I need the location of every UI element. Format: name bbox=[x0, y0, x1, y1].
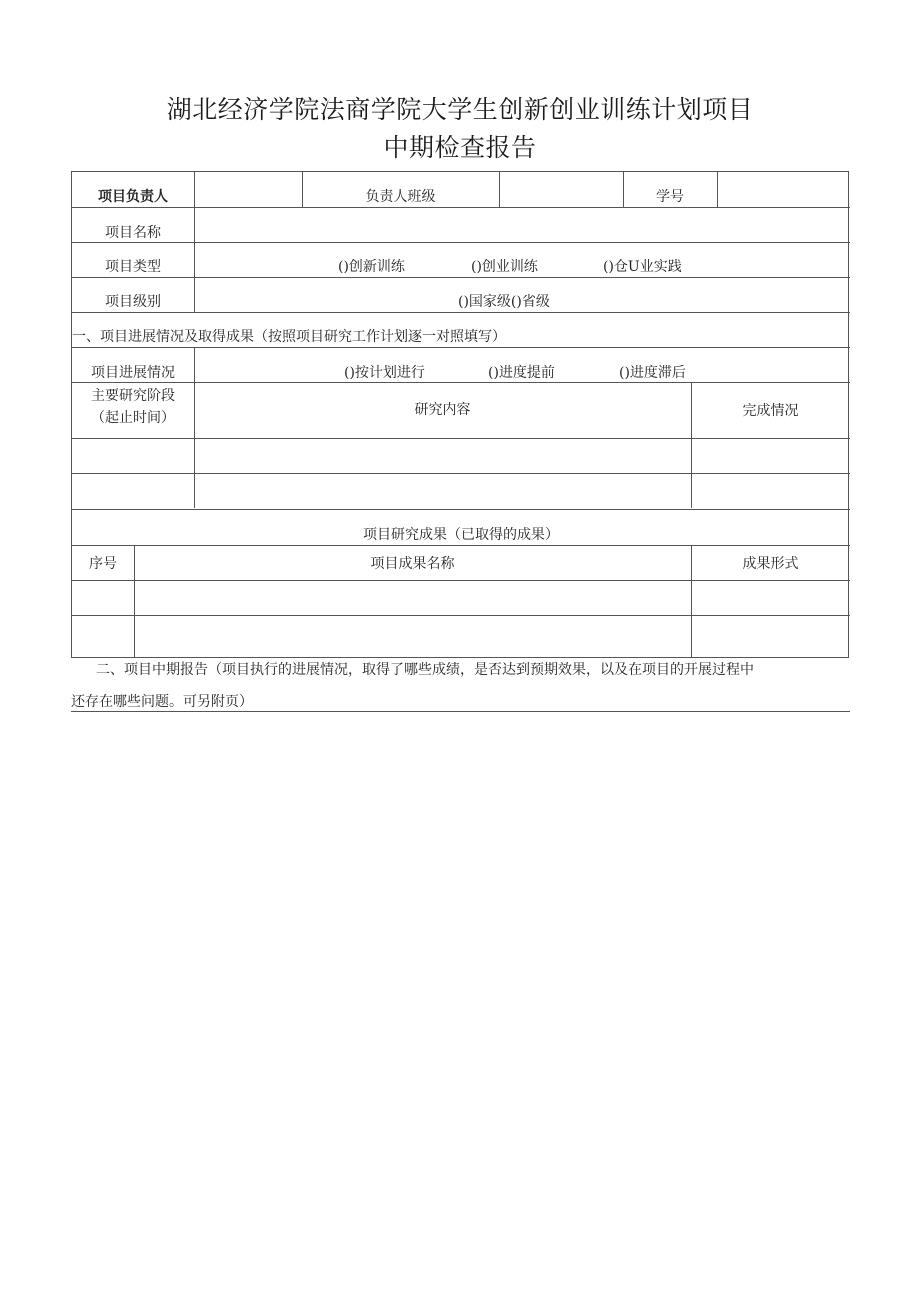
row-divider bbox=[72, 382, 850, 383]
seq-entry-1[interactable] bbox=[76, 589, 130, 605]
result-name-header: 项目成果名称 bbox=[370, 556, 455, 572]
project-name-label: 项目名称 bbox=[105, 225, 161, 241]
content-entry-2[interactable] bbox=[198, 483, 687, 499]
stage-entry-1[interactable] bbox=[76, 448, 190, 464]
type-option-entrepreneurship-training[interactable]: ()创业训练 bbox=[471, 259, 538, 275]
content-header: 研究内容 bbox=[414, 402, 471, 418]
results-heading: 项目研究成果（已取得的成果） bbox=[363, 527, 559, 543]
result-form-entry-1[interactable] bbox=[695, 589, 846, 605]
leader-label: 项目负责人 bbox=[98, 189, 168, 205]
completion-header: 完成情况 bbox=[742, 403, 799, 419]
row-divider bbox=[72, 473, 850, 474]
progress-option-behind[interactable]: ()进度滞后 bbox=[619, 365, 686, 381]
document-title-line1: 湖北经济学院法商学院大学生创新创业训练计划项目 bbox=[166, 95, 754, 124]
progress-option-on-schedule[interactable]: ()按计划进行 bbox=[344, 365, 425, 381]
result-name-entry-2[interactable] bbox=[138, 628, 687, 644]
type-option-innovation[interactable]: ()创新训练 bbox=[338, 259, 405, 275]
section2-underline bbox=[71, 711, 850, 712]
project-type-label: 项目类型 bbox=[105, 259, 161, 275]
class-label: 负责人班级 bbox=[365, 189, 436, 205]
report-form-table bbox=[71, 171, 849, 658]
result-name-entry-1[interactable] bbox=[138, 589, 687, 605]
level-options[interactable]: ()国家级()省级 bbox=[458, 294, 550, 310]
type-option-entrepreneurship-practice[interactable]: ()仓U业实践 bbox=[603, 259, 682, 275]
section2-line1: 二、项目中期报告（项目执行的进展情况，取得了哪些成绩，是否达到预期效果，以及在项目的开展过程中 bbox=[96, 662, 754, 678]
row-divider bbox=[72, 438, 850, 439]
seq-entry-2[interactable] bbox=[76, 628, 130, 644]
stage-entry-2[interactable] bbox=[76, 483, 190, 499]
row-divider bbox=[72, 242, 850, 243]
row-divider bbox=[72, 545, 850, 546]
row-divider bbox=[72, 347, 850, 348]
row-divider bbox=[72, 312, 850, 313]
column-divider bbox=[691, 382, 692, 508]
project-level-label: 项目级别 bbox=[105, 294, 161, 310]
progress-option-ahead[interactable]: ()进度提前 bbox=[488, 365, 555, 381]
column-divider bbox=[194, 382, 195, 508]
content-entry-1[interactable] bbox=[198, 448, 687, 464]
column-divider bbox=[194, 172, 195, 207]
completion-entry-1[interactable] bbox=[695, 448, 846, 464]
stage-header-line1: 主要研究阶段 bbox=[91, 388, 175, 404]
row-divider bbox=[72, 277, 850, 278]
row-divider bbox=[72, 207, 850, 208]
stage-header-line2: （起止时间） bbox=[91, 410, 175, 426]
student-id-label: 学号 bbox=[656, 189, 684, 205]
result-form-header: 成果形式 bbox=[742, 556, 799, 572]
column-divider bbox=[717, 172, 718, 207]
progress-label: 项目进展情况 bbox=[91, 365, 175, 381]
seq-header: 序号 bbox=[89, 556, 117, 572]
completion-entry-2[interactable] bbox=[695, 483, 846, 499]
column-divider bbox=[499, 172, 500, 207]
document-title-line2: 中期检查报告 bbox=[383, 133, 537, 162]
row-divider bbox=[72, 580, 850, 581]
section1-heading: 一、项目进展情况及取得成果（按照项目研究工作计划逐一对照填写） bbox=[72, 329, 506, 345]
row-divider bbox=[72, 509, 850, 510]
column-divider bbox=[194, 207, 195, 312]
section2-line2: 还存在哪些问题。可另附页） bbox=[71, 694, 253, 710]
result-form-entry-2[interactable] bbox=[695, 628, 846, 644]
column-divider bbox=[194, 347, 195, 382]
row-divider bbox=[72, 615, 850, 616]
